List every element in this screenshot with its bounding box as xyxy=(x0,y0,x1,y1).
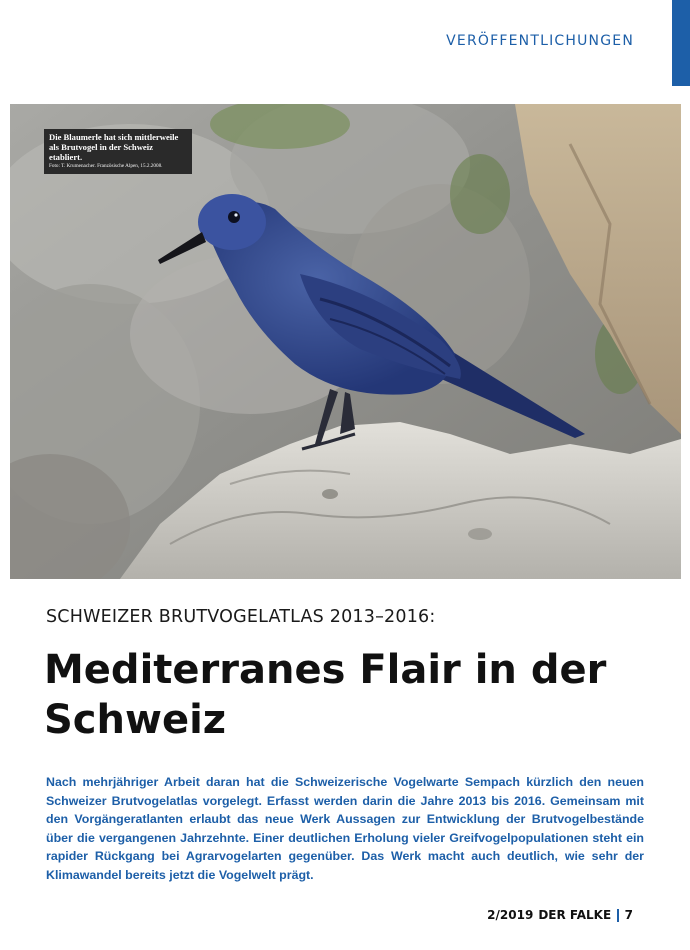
article-lead: Nach mehrjähriger Arbeit daran hat die Schweizerische Vogelwarte Sempach kürzlich den neuen Schweizer Brutvogelatlas vorgelegt. Erfasst werden darin die Jahre 2013 bis 2016. Gemeinsam mit den Vorgängeratlanten erlaubt das neue Werk Aussagen zur Entwicklung der Brutvogelbestände über die vergangenen Jahrzehnte. Einer deutlichen Erholung vieler Greifvogelpopulationen steht ein rapider Rückgang bei Agrarvogelarten gegenüber. Das Werk macht auch deutlich, wie sehr der Klimawandel bereits jetzt die Vogelwelt prägt. xyxy=(46,775,644,882)
footer-separator xyxy=(617,909,619,922)
page-footer xyxy=(487,908,633,922)
photo-caption xyxy=(44,129,192,174)
section-label: VERÖFFENTLICHUNGEN xyxy=(446,33,634,49)
article-headline: Mediterranes Flair in der Schweiz xyxy=(44,647,607,743)
bird-photo xyxy=(10,104,681,579)
photo-credit: Foto: T. Krumenacher. Französische Alpen, 15.2.2008. xyxy=(49,163,163,169)
page-number: 7 xyxy=(624,908,633,922)
photo-caption-text: Die Blaumerle hat sich mittlerweile als Brutvogel in der Schweiz etabliert. xyxy=(49,132,179,162)
article-kicker: SCHWEIZER BRUTVOGELATLAS 2013–2016: xyxy=(46,607,436,627)
magazine-name: DER FALKE xyxy=(538,908,612,922)
issue-number: 2/2019 xyxy=(487,908,534,922)
section-color-bar xyxy=(672,0,690,86)
